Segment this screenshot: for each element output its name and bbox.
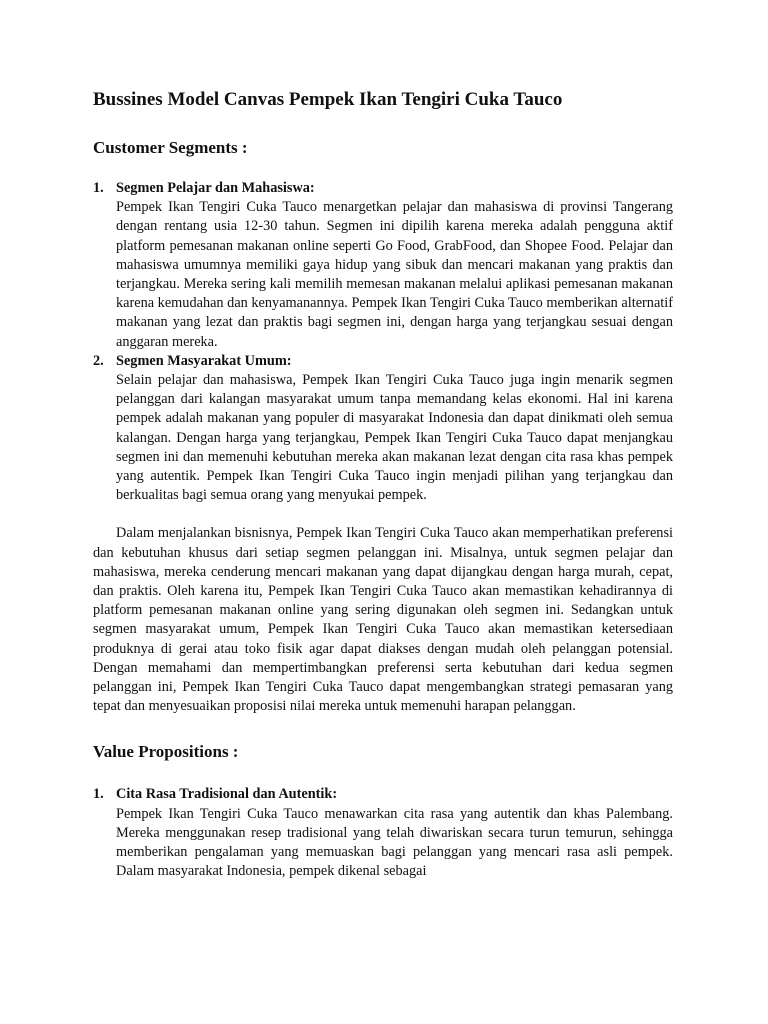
customer-segments-heading: Customer Segments :: [93, 138, 248, 157]
list-item: [93, 352, 673, 506]
list-number: 1.: [93, 180, 104, 196]
document-title: Bussines Model Canvas Pempek Ikan Tengiri Cuka Tauco: [93, 89, 563, 110]
document-page: [93, 87, 673, 882]
list-number: 1.: [93, 786, 104, 803]
item-heading: Cita Rasa Tradisional dan Autentik:: [116, 786, 338, 803]
list-item: [93, 179, 673, 352]
item-heading: Segmen Pelajar dan Mahasiswa:: [116, 180, 315, 196]
item-text: Selain pelajar dan mahasiswa, Pempek Ikan Tengiri Cuka Tauco juga ingin menarik segmen pelanggan dari kalangan masyarakat umum tanpa memandang kelas ekonomi. Hal ini karena pempek adalah makanan yang populer di masyarakat Indonesia dan dapat dinikmati oleh semua kalangan. Dengan harga yang terjangkau, Pempek Ikan Tengiri Cuka Tauco dapat menjangkau segmen ini dan memenuhi kebutuhan mereka akan makanan lezat dengan cita rasa khas pempek yang autentik. Pempek Ikan Tengiri Cuka Tauco ingin menjadi pilihan yang terjangkau dan berkualitas bagi semua orang yang menyukai pempek.: [116, 372, 673, 504]
item-text: Pempek Ikan Tengiri Cuka Tauco menargetkan pelajar dan mahasiswa di provinsi Tangerang dengan rentang usia 12-30 tahun. Segmen ini dipilih karena mereka adalah pengguna aktif platform pemesanan makanan online seperti Go Food, GrabFood, dan Shopee Food. Pelajar dan mahasiswa umumnya memiliki gaya hidup yang sibuk dan mencari makanan yang praktis dan terjangkau. Mereka sering kali memilih memesan makanan melalui aplikasi pemesanan makanan karena kemudahan dan kenyamanannya. Pempek Ikan Tengiri Cuka Tauco memberikan alternatif makanan yang lezat dan praktis bagi segmen ini, dengan harga yang terjangkau sesuai dengan anggaran mereka.: [116, 199, 673, 350]
customer-segments-list: [93, 179, 673, 505]
item-text: Pempek Ikan Tengiri Cuka Tauco menawarkan cita rasa yang autentik dan khas Palembang. Mereka menggunakan resep tradisional yang telah diwariskan secara turun temurun, sehingga memberikan pengalaman yang memuaskan bagi pelanggan yang mencari rasa asli pempek. Dalam masyarakat Indonesia, pempek dikenal sebagai: [116, 805, 673, 880]
list-item: [93, 785, 673, 881]
body-paragraph: Dalam menjalankan bisnisnya, Pempek Ikan Tengiri Cuka Tauco akan memperhatikan preferensi dan kebutuhan khusus dari setiap segmen pelanggan ini. Misalnya, untuk segmen pelajar dan mahasiswa, mereka cenderung mencari makanan yang dapat dijangkau dengan harga murah, cepat, dan praktis. Oleh karena itu, Pempek Ikan Tengiri Cuka Tauco akan memastikan kehadirannya di platform pemesanan makanan online yang sering digunakan oleh segmen ini. Sedangkan untuk segmen masyarakat umum, Pempek Ikan Tengiri Cuka Tauco akan memastikan ketersediaan produknya di gerai atau toko fisik agar dapat diakses dengan mudah oleh pelanggan potensial. Dengan memahami dan mempertimbangkan preferensi serta kebutuhan dari kedua segmen pelanggan ini, Pempek Ikan Tengiri Cuka Tauco dapat mengembangkan strategi pemasaran yang tepat dan menyesuaikan proposisi nilai mereka untuk memenuhi harapan pelanggan.: [93, 525, 673, 715]
value-propositions-list: [93, 785, 673, 881]
item-heading: Segmen Masyarakat Umum:: [116, 352, 292, 369]
value-propositions-heading: Value Propositions :: [93, 742, 239, 762]
list-number: 2.: [93, 352, 104, 369]
